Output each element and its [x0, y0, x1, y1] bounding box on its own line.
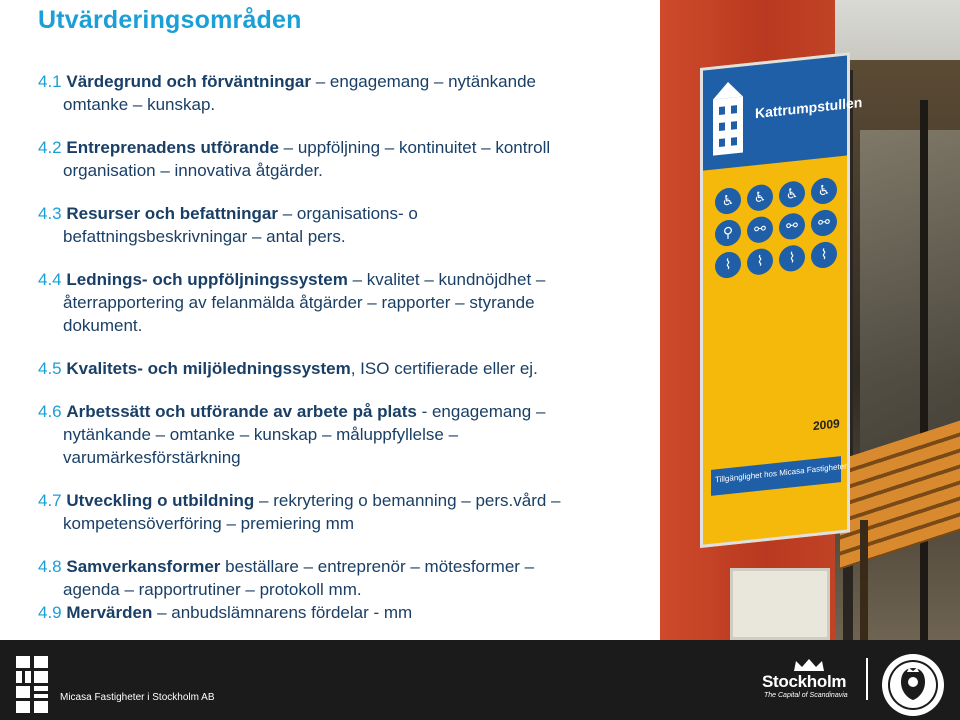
photo-plaque: [730, 568, 830, 640]
evaluation-item-line: [38, 136, 638, 159]
item-heading: Mervärden: [66, 603, 153, 622]
evaluation-item-line: [38, 423, 638, 446]
evaluation-item-line: [38, 400, 638, 423]
evaluation-item-line: [38, 446, 638, 469]
sign-header: [703, 56, 863, 171]
evaluation-item-line: [38, 489, 638, 512]
slide-title: Utvärderingsområden: [38, 6, 302, 34]
item-text: – uppföljning – kontinuitet – kontroll: [278, 138, 551, 157]
item-heading: Entreprenadens utförande: [66, 138, 279, 157]
item-number: 4.5: [38, 359, 62, 378]
item-number: 4.2: [38, 138, 62, 157]
item-number: 4.3: [38, 204, 62, 223]
ear-icon: ⌇: [779, 244, 805, 273]
evaluation-item-line: [38, 357, 638, 380]
item-number: 4.6: [38, 402, 62, 421]
item-text: – rekrytering o bemanning – pers.vård –: [254, 491, 561, 510]
item-text: kompetensöverföring – premiering mm: [63, 514, 355, 533]
wheelchair-icon: ♿: [715, 187, 741, 216]
photo-bench-leg: [860, 520, 868, 640]
evaluation-item-line: [38, 202, 638, 225]
item-heading: Värdegrund och förväntningar: [66, 72, 312, 91]
wheelchair-icon: ♿: [747, 183, 773, 212]
walker-icon: ⚲: [715, 219, 741, 248]
item-number: 4.1: [38, 72, 62, 91]
accessibility-sign: [700, 52, 863, 548]
evaluation-item-line: [38, 578, 638, 601]
cane-icon: ⚯: [747, 215, 773, 244]
evaluation-item-line: [38, 512, 638, 535]
evaluation-item-line: [38, 291, 638, 314]
item-heading: Lednings- och uppföljningssystem: [66, 270, 348, 289]
ear-icon: ⌇: [811, 241, 837, 270]
item-number: 4.4: [38, 270, 62, 289]
evaluation-item: [38, 357, 638, 380]
evaluation-list: [38, 70, 638, 624]
sign-name: Kattrumpstullen: [755, 93, 863, 122]
item-text: – engagemang – nytänkande: [311, 72, 536, 91]
item-text: , ISO certifierade eller ej.: [350, 359, 538, 378]
item-number: 4.8: [38, 557, 62, 576]
item-text: – anbudslämnarens fördelar - mm: [152, 603, 413, 622]
evaluation-item-line: [38, 314, 638, 337]
evaluation-item-line: [38, 601, 638, 624]
item-number: 4.9: [38, 603, 62, 622]
item-heading: Utveckling o utbildning: [66, 491, 255, 510]
item-text: återrapportering av felanmälda åtgärder – rapporter – styrande: [63, 293, 535, 312]
wheelchair-icon: ♿: [779, 180, 805, 209]
sign-photo: [660, 0, 960, 640]
sign-year: 2009: [813, 416, 840, 434]
cane-icon: ⚯: [811, 209, 837, 238]
evaluation-item: [38, 555, 638, 601]
wheelchair-icon: ♿: [811, 177, 837, 206]
evaluation-item-line: [38, 225, 638, 248]
item-text: omtanke – kunskap.: [63, 95, 216, 114]
evaluation-item-line: [38, 268, 638, 291]
item-heading: Arbetssätt och utförande av arbete på plats: [66, 402, 417, 421]
item-text: beställare – entreprenör – mötesformer –: [220, 557, 535, 576]
evaluation-item: [38, 70, 638, 116]
cane-icon: ⚯: [779, 212, 805, 241]
sign-footer-text: Tillgänglighet hos Micasa Fastigheter: [715, 461, 847, 485]
item-text: befattningsbeskrivningar – antal pers.: [63, 227, 346, 246]
item-heading: Samverkansformer: [66, 557, 221, 576]
item-heading: Kvalitets- och miljöledningssystem: [66, 359, 351, 378]
stockholm-tagline: The Capital of Scandinavia: [764, 692, 848, 699]
item-text: – kvalitet – kundnöjdhet –: [347, 270, 546, 289]
footer-divider: [866, 658, 868, 700]
evaluation-item-line: [38, 93, 638, 116]
evaluation-item: [38, 136, 638, 182]
item-text: nytänkande – omtanke – kunskap – måluppfyllelse –: [63, 425, 459, 444]
micasa-logo-icon: [16, 656, 50, 714]
ear-icon: ⌇: [715, 251, 741, 280]
stockholm-logo: [762, 658, 854, 700]
ear-icon: ⌇: [747, 247, 773, 276]
evaluation-item: [38, 268, 638, 337]
item-text: – organisations- o: [277, 204, 418, 223]
item-text: organisation – innovativa åtgärder.: [63, 161, 323, 180]
evaluation-item: [38, 489, 638, 535]
evaluation-item: [38, 400, 638, 469]
stockholm-wordmark: Stockholm: [762, 672, 847, 691]
evaluation-item-line: [38, 555, 638, 578]
item-text: varumärkesförstärkning: [63, 448, 241, 467]
building-icon: [711, 76, 747, 158]
item-text: - engagemang –: [416, 402, 546, 421]
evaluation-item-line: [38, 70, 638, 93]
evaluation-item: [38, 601, 638, 624]
item-number: 4.7: [38, 491, 62, 510]
evaluation-item: [38, 202, 638, 248]
crown-icon: [792, 658, 826, 672]
evaluation-item-line: [38, 159, 638, 182]
item-text: agenda – rapportrutiner – protokoll mm.: [63, 580, 362, 599]
item-heading: Resurser och befattningar: [66, 204, 278, 223]
item-text: dokument.: [63, 316, 143, 335]
photo-door-frame: [920, 100, 928, 640]
company-name: Micasa Fastigheter i Stockholm AB: [60, 692, 215, 703]
stockholm-seal-icon: [880, 652, 946, 718]
sign-footer: [711, 456, 847, 496]
accessibility-symbols: [715, 176, 845, 280]
